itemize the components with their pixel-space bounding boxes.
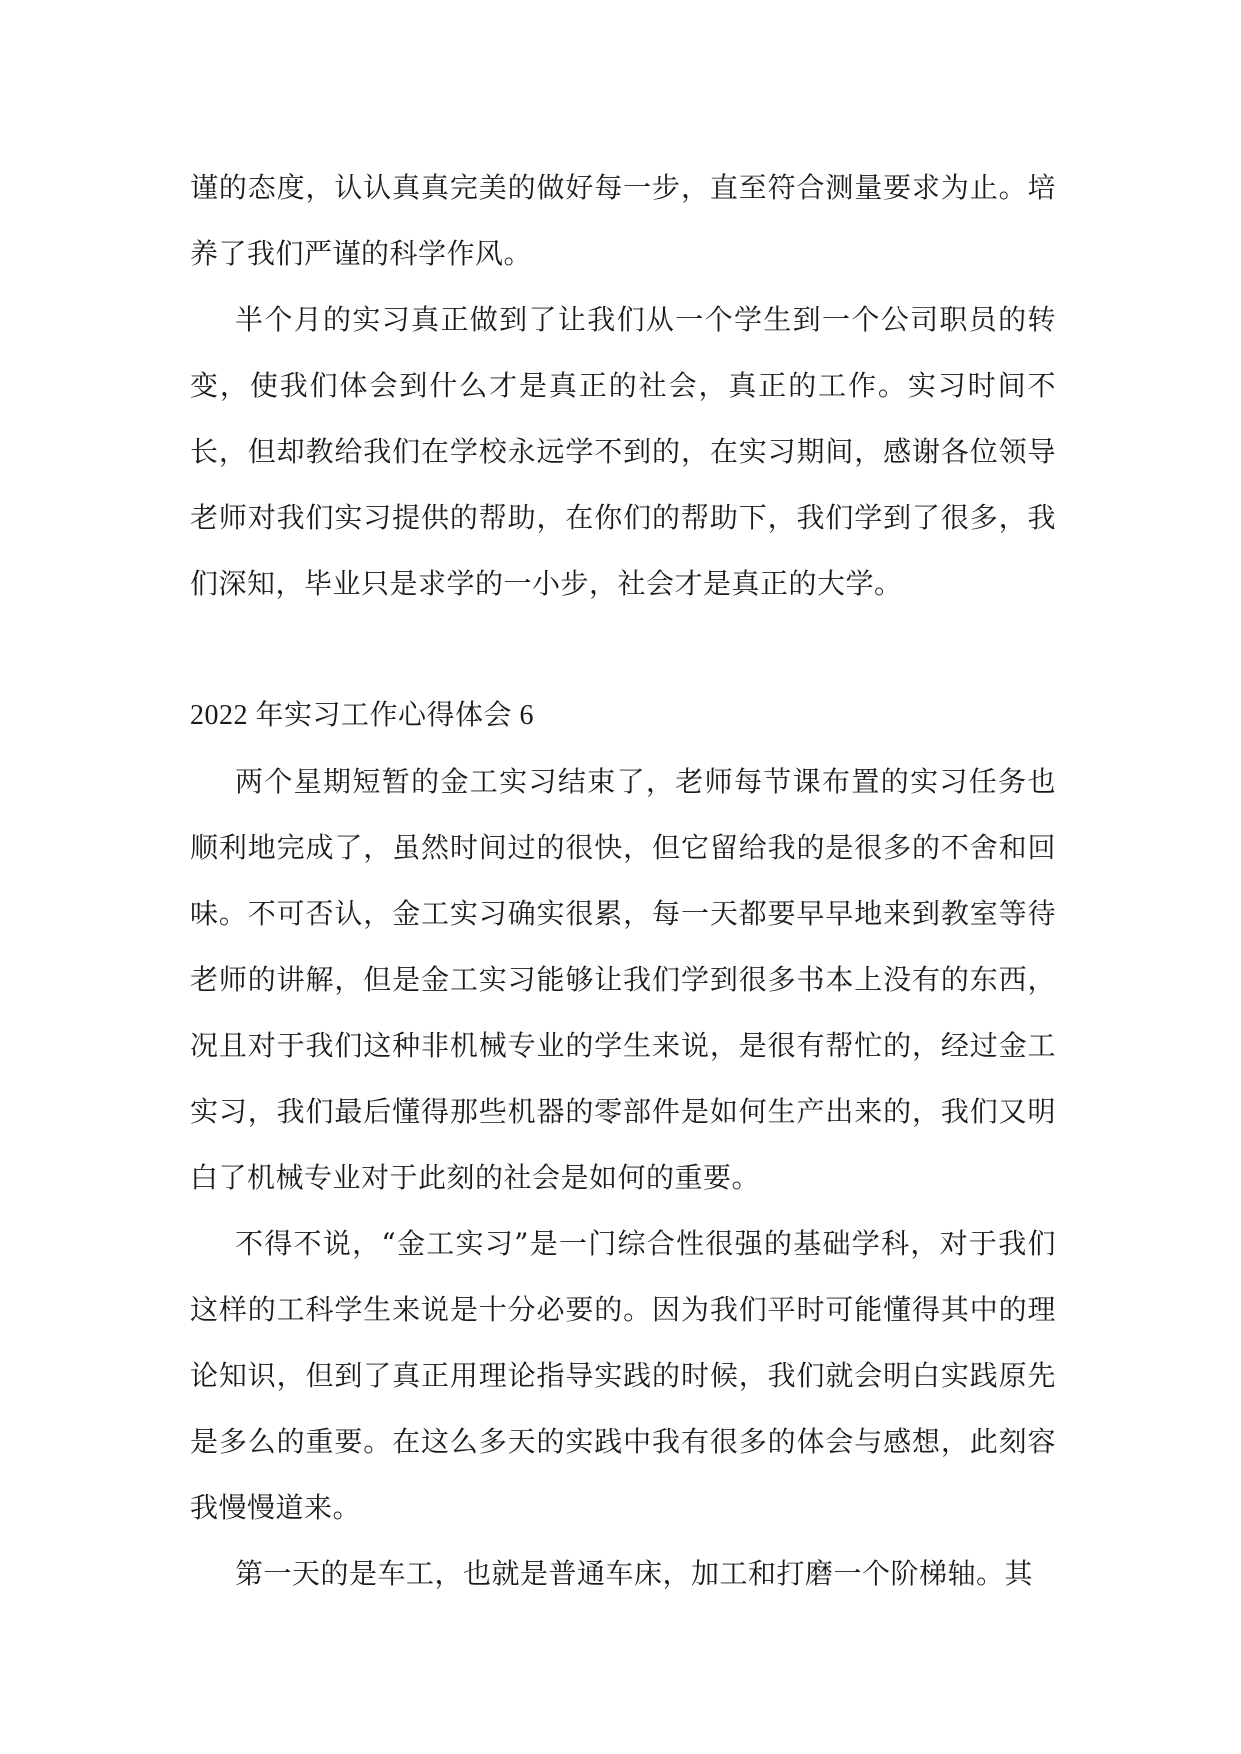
paragraph: 第一天的是车工，也就是普通车床，加工和打磨一个阶梯轴。其 (235, 1557, 1034, 1590)
paragraph-continued: 谨的态度，认认真真完美的做好每一步，直至符合测量要求为止。培养了我们严谨的科学作风。 (190, 171, 1056, 270)
paragraph: 不得不说，“金工实习”是一门综合性很强的基础学科，对于我们这样的工科学生来说是十分必要的。因为我们平时可能懂得其中的理论知识，但到了真正用理论指导实践的时候，我们就会明白实践原先是多么的重要。在这么多天的实践中我有很多的体会与感想，此刻容我慢慢道来。 (190, 1227, 1056, 1524)
document-body (190, 155, 1056, 1607)
paragraph: 两个星期短暂的金工实习结束了，老师每节课布置的实习任务也顺利地完成了，虽然时间过的很快，但它留给我的是很多的不舍和回味。不可否认，金工实习确实很累，每一天都要早早地来到教室等待老师的讲解，但是金工实习能够让我们学到很多书本上没有的东西，况且对于我们这种非机械专业的学生来说，是很有帮忙的，经过金工实习，我们最后懂得那些机器的零部件是如何生产出来的，我们又明白了机械专业对于此刻的社会是如何的重要。 (190, 765, 1056, 1194)
section-title: 2022 年实习工作心得体会 6 (190, 700, 535, 731)
paragraph: 半个月的实习真正做到了让我们从一个学生到一个公司职员的转变，使我们体会到什么才是真正的社会，真正的工作。实习时间不长，但却教给我们在学校永远学不到的，在实习期间，感谢各位领导老师对我们实习提供的帮助，在你们的帮助下，我们学到了很多，我们深知，毕业只是求学的一小步，社会才是真正的大学。 (190, 303, 1056, 600)
